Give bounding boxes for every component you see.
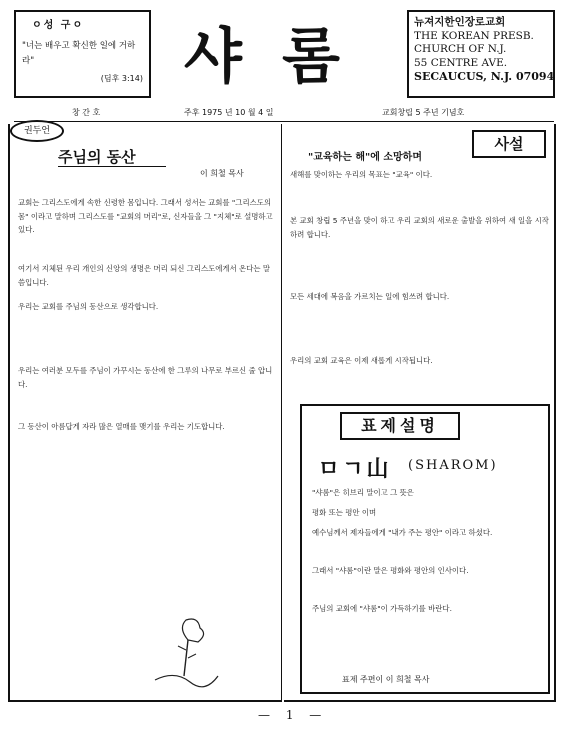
left-paragraph: 그 동산이 아름답게 자라 많은 열매를 맺기를 우리는 기도합니다. [18,422,225,431]
church-name-line-1: THE KOREAN PRESB. [414,29,534,42]
left-title-underline [58,166,166,167]
editorial-paragraph: 우리의 교회 교육은 이제 새롭게 시작됩니다. [290,356,433,365]
editorial-paragraph: 새해를 맞이하는 우리의 목표는 "교육" 이다. [290,170,433,179]
explanation-paragraph: 그래서 "샤롬"이란 말은 평화와 평안의 인사이다. [312,566,469,575]
explanation-paragraph: "샤롬"은 히브리 말이고 그 뜻은 [312,488,414,497]
left-article-byline: 이 희철 목사 [200,169,244,178]
editorial-paragraph: 본 교회 창립 5 주년을 맞이 하고 우리 교회의 새로운 출발을 위하여 새 일을 시작 하려 합니다. [290,216,549,239]
church-info-box [407,10,555,98]
masthead [170,18,400,98]
title-explanation-word: ㅁㄱ山 [318,457,392,482]
title-explanation-latin: (SHAROM) [408,458,498,473]
issue-date: 주후 1975 년 10 월 4 일 [184,108,274,117]
church-address-city: SECAUCUS, N.J. 07094 [414,70,555,84]
masthead-title: 샤롬 [184,22,380,92]
explanation-paragraph: 주님의 교회에 "샤롬"이 가득하기를 바란다. [312,604,452,613]
left-article-title: 주님의 동산 [58,148,136,166]
editorial-subtitle: "교육하는 해"에 소망하며 [308,152,422,163]
issue-label: 창 간 호 [72,108,101,117]
left-paragraph: 우리는 여러분 모두를 주님이 가꾸시는 동산에 한 그루의 나무로 부르신 줄 압니다. [18,366,273,389]
left-paragraph: 우리는 교회를 주님의 동산으로 생각합니다. [18,302,159,311]
left-paragraph: 교회는 그리스도에게 속한 신령한 몸입니다. 그래서 성서는 교회를 "그리스도의 몸" 이라고 말하며 그리스도를 "교회의 머리"로, 신자들을 그 "지체"로 설명하고 있다. [18,198,273,234]
church-name-line-2: CHURCH OF N.J. [414,43,507,56]
verse-reference: (딤후 3:14) [100,74,143,83]
left-section-tag: 권두언 [10,120,64,142]
verse-text: "너는 배우고 확신한 일에 거하라" [22,41,136,66]
verse-label: ㅇ성 구ㅇ [32,20,85,31]
verse-box [14,10,151,98]
title-explanation-heading: 표제설명 [340,412,460,440]
tree-sketch-icon [150,610,220,690]
issue-anniversary: 교회창립 5 주년 기념호 [382,108,465,117]
issue-bar [14,104,554,122]
page-number: — 1 — [258,708,328,722]
explanation-paragraph: 예수님께서 제자들에게 "내가 주는 평안" 이라고 하셨다. [312,528,493,537]
explanation-paragraph: 평화 또는 평안 이며 [312,508,377,517]
title-explanation-box [300,404,550,694]
editorial-paragraph: 모든 세대에 복음을 가르치는 일에 힘쓰려 합니다. [290,292,450,301]
editorial-label: 사설 [472,130,546,158]
church-name-korean: 뉴져지한인장로교회 [414,16,506,28]
church-address-street: 55 CENTRE AVE. [414,56,508,69]
explanation-signature: 표제 주편이 이 희철 목사 [342,675,430,684]
left-paragraph: 여기서 지체된 우리 개인의 신앙의 생명은 머리 되신 그리스도에게서 온다는 말씀입니다. [18,264,270,287]
